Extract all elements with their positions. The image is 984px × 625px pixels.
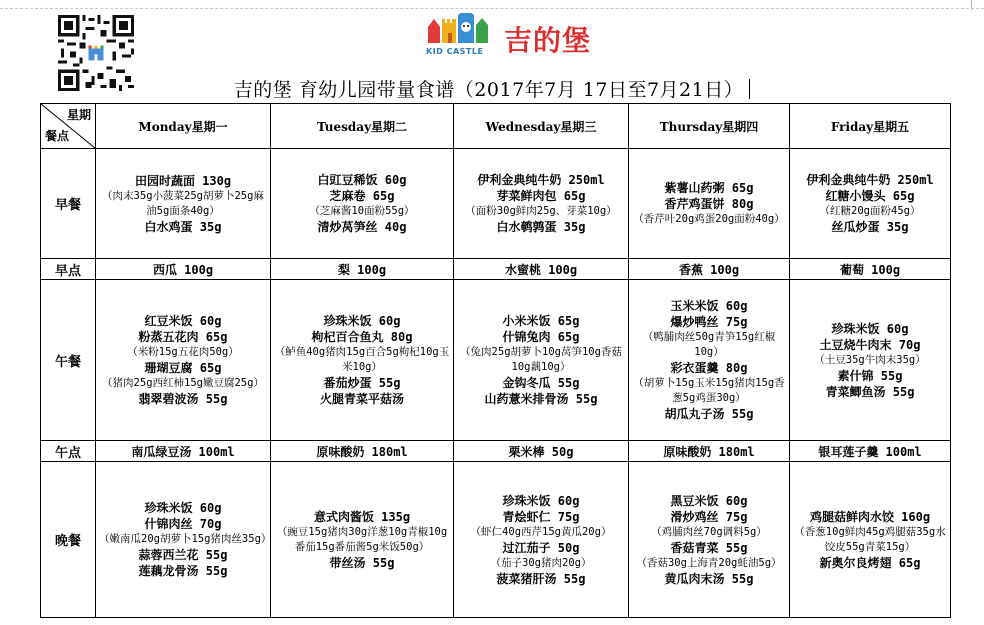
day-header: Monday星期一 xyxy=(96,104,271,149)
dish-name: 彩衣蛋羹 80g xyxy=(670,361,748,375)
dish-name: 莲藕龙骨汤 55g xyxy=(138,564,228,578)
day-header: Friday星期五 xyxy=(790,104,951,149)
menu-cell xyxy=(629,441,790,462)
menu-cell xyxy=(790,441,951,462)
meal-label: 早餐 xyxy=(41,149,96,259)
dish-name: 带丝汤 55g xyxy=(329,555,395,570)
dish-name: 紫薯山药粥 65g xyxy=(664,181,754,195)
meal-label: 午点 xyxy=(41,441,96,462)
dish-name: 素什锦 55g xyxy=(837,368,903,383)
menu-cell xyxy=(271,280,454,441)
corner-label-weekday: 星期 xyxy=(66,108,91,122)
meal-row xyxy=(41,149,951,259)
ingredient-detail: （鸭脯肉丝50g青笋15g红椒10g） xyxy=(642,331,776,358)
menu-cell xyxy=(271,441,454,462)
ingredient-detail: （嫩南瓜20g胡萝卜15g猪肉丝35g） xyxy=(99,533,272,545)
ingredient-detail: （面粉30g鲜肉25g、芽菜10g） xyxy=(465,205,617,217)
dish-name: 白水鹌鹑蛋 35g xyxy=(496,220,586,234)
dish-name: 什锦兔肉 65g xyxy=(502,330,580,344)
dish-name: 香菇青菜 55g xyxy=(670,540,748,555)
ingredient-detail: （肉末35g小菠菜25g胡萝卜25g麻油5g面条40g） xyxy=(102,189,264,217)
ingredient-detail: （虾仁40g西芹15g黄瓜20g） xyxy=(470,525,612,538)
dish-name: 珍珠米饭 60g xyxy=(323,314,401,328)
corner-label-meal: 餐点 xyxy=(45,129,70,143)
dish-name: 红豆米饭 60g xyxy=(144,314,222,328)
menu-cell xyxy=(96,149,271,259)
dish-name: 香芹鸡蛋饼 80g xyxy=(664,197,754,211)
day-header: Thursday星期四 xyxy=(629,104,790,149)
dish-name: 珊瑚豆腐 65g xyxy=(144,361,222,375)
ingredient-detail: （红糖20g面粉45g） xyxy=(819,205,921,217)
menu-cell xyxy=(454,149,629,259)
snack-item: 西瓜 100g xyxy=(152,262,214,277)
dish-name: 粉蒸五花肉 65g xyxy=(138,330,228,344)
page-corner-mark xyxy=(971,0,972,10)
dish-name: 白豇豆稀饭 60g xyxy=(317,173,407,187)
header-row xyxy=(41,104,951,149)
dish-name: 红糖小馒头 65g xyxy=(825,189,915,203)
ingredient-detail: （豌豆15g猪肉30g洋葱10g青椒10g番茄15g番茄酱5g米饭50g） xyxy=(276,525,448,553)
dish-name: 芽菜鲜肉包 65g xyxy=(496,189,586,203)
snack-item: 香蕉 100g xyxy=(678,262,740,277)
ingredient-detail: （鸡脯肉丝70g调料5g） xyxy=(651,525,767,538)
dish-name: 珍珠米饭 60g xyxy=(144,501,222,515)
ingredient-detail: （香芹叶20g鸡蛋20g面粉40g） xyxy=(633,213,785,225)
dish-name: 黑豆米饭 60g xyxy=(670,493,748,508)
menu-cell xyxy=(271,149,454,259)
dish-name: 白水鸡蛋 35g xyxy=(144,219,222,234)
ingredient-detail: （茄子30g猪肉20g） xyxy=(490,556,592,569)
day-header: Tuesday星期二 xyxy=(271,104,454,149)
dish-name: 山药薏米排骨汤 55g xyxy=(484,392,598,406)
snack-item: 栗米棒 50g xyxy=(508,444,574,459)
meal-row xyxy=(41,259,951,280)
ingredient-detail: （芝麻酱10面粉55g） xyxy=(309,205,415,217)
dish-name: 过江茄子 50g xyxy=(502,540,580,555)
snack-item: 葡萄 100g xyxy=(839,262,901,277)
logo-text-cn: 吉的堡 xyxy=(504,24,592,57)
kid-castle-logo xyxy=(424,13,614,59)
snack-item: 水蜜桃 100g xyxy=(504,262,578,277)
snack-item: 银耳莲子羹 100ml xyxy=(818,444,922,459)
dish-name: 黄瓜肉末汤 55g xyxy=(664,571,754,586)
dish-name: 伊利金典纯牛奶 250ml xyxy=(806,173,934,187)
dish-name: 珍珠米饭 60g xyxy=(502,493,580,508)
dish-name: 火腿青菜平菇汤 xyxy=(319,392,404,406)
meal-row xyxy=(41,441,951,462)
dish-name: 枸杞百合鱼丸 80g xyxy=(311,330,413,344)
logo-text-en: KID CASTLE xyxy=(426,47,484,56)
menu-cell xyxy=(96,280,271,441)
dish-name: 蒜蓉西兰花 55g xyxy=(138,548,228,562)
dish-name: 爆炒鸭丝 75g xyxy=(670,315,748,329)
menu-cell xyxy=(454,280,629,441)
snack-item: 梨 100g xyxy=(337,262,387,277)
dish-name: 什锦肉丝 70g xyxy=(144,517,222,531)
dish-name: 滑炒鸡丝 75g xyxy=(670,509,748,524)
menu-cell xyxy=(454,441,629,462)
meal-label: 早点 xyxy=(41,259,96,280)
dish-name: 丝瓜炒蛋 35g xyxy=(831,220,909,234)
menu-cell xyxy=(629,149,790,259)
day-header: Wednesday星期三 xyxy=(454,104,629,149)
dish-name: 玉米米饭 60g xyxy=(670,299,748,313)
dish-name: 鸡腿菇鲜肉水饺 160g xyxy=(809,509,931,524)
menu-cell xyxy=(790,280,951,441)
menu-cell xyxy=(790,149,951,259)
menu-cell xyxy=(629,259,790,280)
ingredient-detail: （香菇30g上海青20g蚝油5g） xyxy=(636,556,782,569)
meal-row xyxy=(41,280,951,441)
dish-name: 青菜鲫鱼汤 55g xyxy=(825,384,915,399)
page-title xyxy=(0,75,984,102)
ingredient-detail: （兔肉25g胡萝卜10g莴笋10g香菇10g藕10g） xyxy=(460,346,622,373)
text-cursor xyxy=(749,79,750,99)
menu-cell xyxy=(96,462,271,618)
snack-item: 原味酸奶 180ml xyxy=(316,444,408,459)
dish-name: 芝麻卷 65g xyxy=(329,189,395,203)
dish-name: 意式肉酱饭 135g xyxy=(313,509,411,524)
menu-table xyxy=(40,103,951,618)
page-top-edge xyxy=(0,0,984,9)
menu-cell xyxy=(629,462,790,618)
ingredient-detail: （胡萝卜15g玉米15g猪肉15g香葱5g鸡蛋30g） xyxy=(633,377,785,404)
menu-cell xyxy=(96,441,271,462)
corner-cell xyxy=(41,104,96,149)
dish-name: 金钩冬瓜 55g xyxy=(502,376,580,390)
meal-label: 晚餐 xyxy=(41,462,96,618)
menu-cell xyxy=(629,280,790,441)
snack-item: 南瓜绿豆汤 100ml xyxy=(131,444,235,459)
menu-body xyxy=(41,149,951,618)
dish-name: 土豆烧牛肉末 70g xyxy=(819,337,921,352)
ingredient-detail: （鲈鱼40g猪肉15g百合5g枸杞10g玉米10g） xyxy=(274,346,450,373)
menu-cell xyxy=(454,462,629,618)
dish-name: 清炒莴笋丝 40g xyxy=(317,220,407,234)
meal-row xyxy=(41,462,951,618)
title-text: 吉的堡 育幼儿园带量食谱（2017年7月 17日至7月21日） xyxy=(233,79,744,101)
dish-name: 番茄炒蛋 55g xyxy=(323,376,401,390)
dish-name: 田园时蔬面 130g xyxy=(134,173,232,188)
menu-cell xyxy=(790,259,951,280)
dish-name: 珍珠米饭 60g xyxy=(831,321,909,336)
menu-cell xyxy=(790,462,951,618)
dish-name: 菠菜猪肝汤 55g xyxy=(496,571,586,586)
dish-name: 青烩虾仁 75g xyxy=(502,509,580,524)
ingredient-detail: （土豆35g牛肉末35g） xyxy=(814,353,926,366)
ingredient-detail: （猪肉25g西红柿15g嫩豆腐25g） xyxy=(102,377,264,389)
ingredient-detail: （米粉15g五花肉50g） xyxy=(127,346,239,358)
dish-name: 胡瓜丸子汤 55g xyxy=(664,407,754,421)
menu-cell xyxy=(96,259,271,280)
menu-cell xyxy=(271,259,454,280)
dish-name: 伊利金典纯牛奶 250ml xyxy=(477,173,605,187)
menu-cell xyxy=(454,259,629,280)
snack-item: 原味酸奶 180ml xyxy=(663,444,755,459)
ingredient-detail: （香葱10g鲜肉45g鸡腿菇35g水饺皮55g青菜15g） xyxy=(794,525,946,553)
menu-cell xyxy=(271,462,454,618)
dish-name: 新奥尔良烤翅 65g xyxy=(819,555,921,570)
meal-label: 午餐 xyxy=(41,280,96,441)
dish-name: 小米米饭 65g xyxy=(502,314,580,328)
dish-name: 翡翠碧波汤 55g xyxy=(138,392,228,406)
